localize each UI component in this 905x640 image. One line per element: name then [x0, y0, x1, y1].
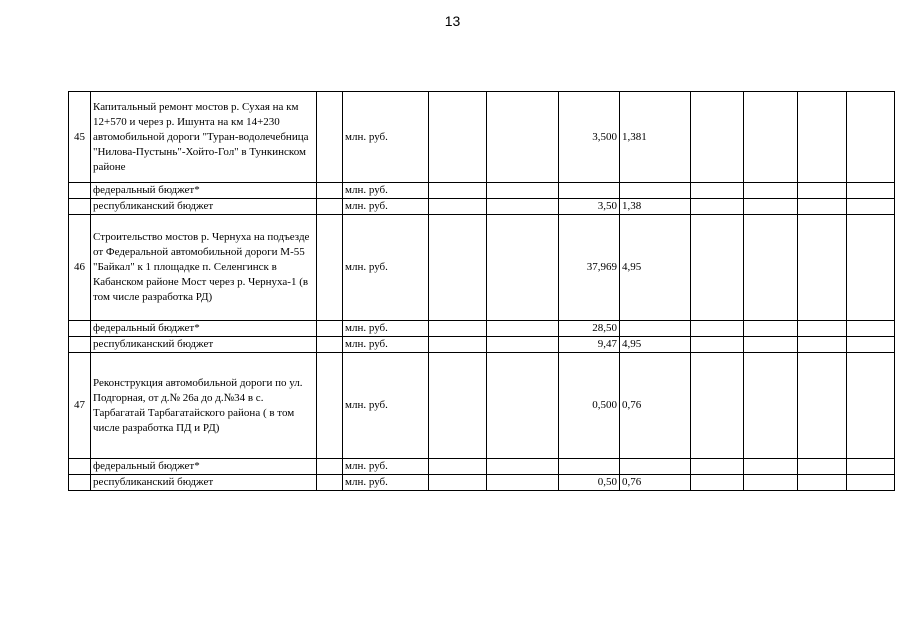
blank-cell	[847, 92, 895, 183]
blank-cell	[429, 215, 487, 321]
value-cell-1: 0,50	[559, 475, 620, 491]
blank-cell	[317, 337, 343, 353]
blank-cell	[429, 353, 487, 459]
blank-cell	[429, 92, 487, 183]
row-number: 47	[69, 353, 91, 459]
blank-cell	[487, 337, 559, 353]
blank-cell	[744, 199, 798, 215]
blank-cell	[69, 337, 91, 353]
blank-cell	[317, 183, 343, 199]
blank-cell	[487, 353, 559, 459]
row-number: 46	[69, 215, 91, 321]
table-row	[69, 215, 895, 321]
budget-source: федеральный бюджет*	[91, 459, 317, 475]
blank-cell	[744, 321, 798, 337]
unit-cell: млн. руб.	[343, 353, 429, 459]
budget-source: республиканский бюджет	[91, 475, 317, 491]
blank-cell	[798, 475, 847, 491]
unit-cell: млн. руб.	[343, 199, 429, 215]
blank-cell	[317, 459, 343, 475]
blank-cell	[69, 459, 91, 475]
blank-cell	[69, 183, 91, 199]
blank-cell	[487, 183, 559, 199]
blank-cell	[691, 353, 744, 459]
blank-cell	[744, 475, 798, 491]
blank-cell	[798, 199, 847, 215]
budget-source: республиканский бюджет	[91, 199, 317, 215]
value-cell-1: 3,500	[559, 92, 620, 183]
blank-cell	[744, 183, 798, 199]
blank-cell	[487, 459, 559, 475]
value-cell-2: 1,38	[620, 199, 691, 215]
blank-cell	[798, 92, 847, 183]
unit-cell: млн. руб.	[343, 183, 429, 199]
unit-cell: млн. руб.	[343, 215, 429, 321]
value-cell-2	[620, 459, 691, 475]
table-row	[69, 353, 895, 459]
budget-source: федеральный бюджет*	[91, 321, 317, 337]
table-row	[69, 199, 895, 215]
value-cell-1	[559, 459, 620, 475]
item-name: Строительство мостов р. Чернуха на подъезде от Федеральной автомобильной дороги М-55 "Байкал" к 1 площадке п. Селенгинск в Кабанском районе Мост через р. Чернуха-1 (в том числе разработка РД)	[91, 215, 317, 321]
blank-cell	[429, 337, 487, 353]
blank-cell	[744, 215, 798, 321]
value-cell-2: 0,76	[620, 353, 691, 459]
blank-cell	[429, 321, 487, 337]
blank-cell	[798, 353, 847, 459]
budget-table	[68, 91, 895, 491]
table-row	[69, 475, 895, 491]
blank-cell	[691, 475, 744, 491]
value-cell-1: 37,969	[559, 215, 620, 321]
blank-cell	[847, 459, 895, 475]
blank-cell	[487, 92, 559, 183]
blank-cell	[691, 321, 744, 337]
blank-cell	[317, 199, 343, 215]
blank-cell	[429, 199, 487, 215]
budget-source: республиканский бюджет	[91, 337, 317, 353]
blank-cell	[487, 475, 559, 491]
page-number: 13	[444, 13, 461, 29]
blank-cell	[847, 199, 895, 215]
value-cell-2: 0,76	[620, 475, 691, 491]
blank-cell	[487, 199, 559, 215]
blank-cell	[317, 92, 343, 183]
blank-cell	[847, 183, 895, 199]
unit-cell: млн. руб.	[343, 475, 429, 491]
table-row	[69, 183, 895, 199]
item-name: Капитальный ремонт мостов р. Сухая на км 12+570 и через р. Ишунта на км 14+230 автомобильной дороги "Туран-водолечебница "Нилова-Пустынь"-Хойто-Гол" в Тункинском районе	[91, 92, 317, 183]
blank-cell	[798, 215, 847, 321]
value-cell-2: 4,95	[620, 215, 691, 321]
value-cell-2	[620, 183, 691, 199]
blank-cell	[691, 92, 744, 183]
blank-cell	[317, 475, 343, 491]
blank-cell	[798, 337, 847, 353]
blank-cell	[847, 321, 895, 337]
blank-cell	[744, 459, 798, 475]
value-cell-1: 0,500	[559, 353, 620, 459]
blank-cell	[487, 321, 559, 337]
blank-cell	[317, 321, 343, 337]
table-row	[69, 92, 895, 183]
row-number: 45	[69, 92, 91, 183]
blank-cell	[798, 459, 847, 475]
blank-cell	[691, 459, 744, 475]
blank-cell	[691, 199, 744, 215]
unit-cell: млн. руб.	[343, 459, 429, 475]
blank-cell	[317, 353, 343, 459]
blank-cell	[744, 353, 798, 459]
blank-cell	[429, 459, 487, 475]
item-name: Реконструкция автомобильной дороги по ул. Подгорная, от д.№ 26а до д.№34 в с. Тарбагатай Тарбагатайского района ( в том числе разработка ПД и РД)	[91, 353, 317, 459]
value-cell-1	[559, 183, 620, 199]
unit-cell: млн. руб.	[343, 92, 429, 183]
value-cell-1: 28,50	[559, 321, 620, 337]
blank-cell	[691, 183, 744, 199]
blank-cell	[429, 475, 487, 491]
blank-cell	[69, 321, 91, 337]
value-cell-1: 9,47	[559, 337, 620, 353]
blank-cell	[69, 199, 91, 215]
value-cell-2: 4,95	[620, 337, 691, 353]
unit-cell: млн. руб.	[343, 337, 429, 353]
blank-cell	[798, 321, 847, 337]
blank-cell	[847, 475, 895, 491]
blank-cell	[691, 337, 744, 353]
table-row	[69, 459, 895, 475]
budget-source: федеральный бюджет*	[91, 183, 317, 199]
blank-cell	[847, 353, 895, 459]
value-cell-2: 1,381	[620, 92, 691, 183]
blank-cell	[317, 215, 343, 321]
blank-cell	[487, 215, 559, 321]
blank-cell	[847, 337, 895, 353]
blank-cell	[847, 215, 895, 321]
blank-cell	[744, 92, 798, 183]
unit-cell: млн. руб.	[343, 321, 429, 337]
table-row	[69, 321, 895, 337]
blank-cell	[69, 475, 91, 491]
blank-cell	[691, 215, 744, 321]
blank-cell	[744, 337, 798, 353]
table-row	[69, 337, 895, 353]
value-cell-1: 3,50	[559, 199, 620, 215]
value-cell-2	[620, 321, 691, 337]
blank-cell	[798, 183, 847, 199]
blank-cell	[429, 183, 487, 199]
